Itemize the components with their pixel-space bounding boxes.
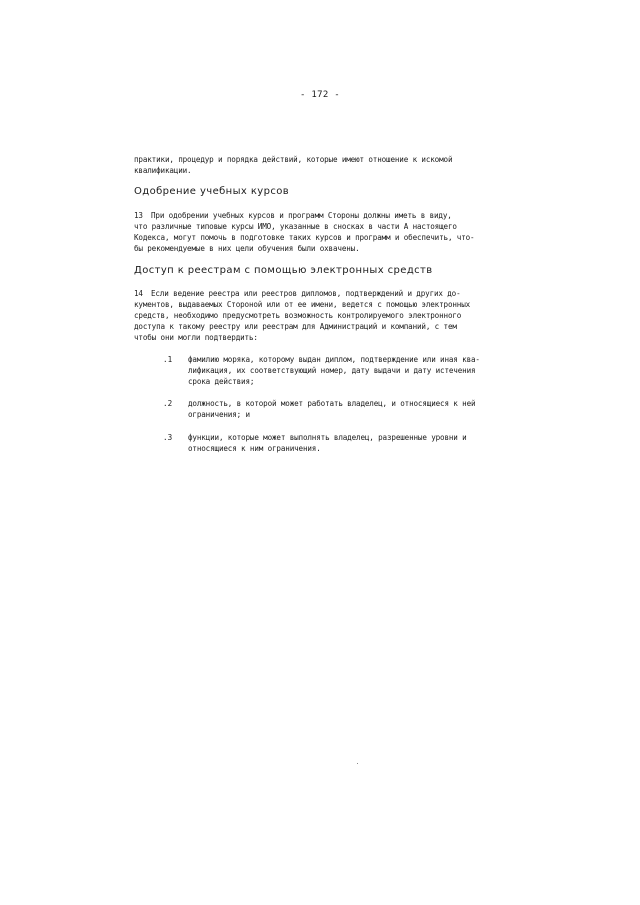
paragraph-text: При одобрении учебных курсов и программ Стороны должны иметь в виду, что различные типовые курсы ИМО, указанные в сносках в части А настоящего Кодекса, могут помочь в подготовке таких курсов и программ и обеспечить, что- бы рекомендуемые в них цели обучения были охвачены. xyxy=(134,211,475,253)
list-item-label: .1 xyxy=(163,355,173,364)
list-item-label: .2 xyxy=(163,399,173,408)
list-item-text: должность, в которой может работать владелец, и относящиеся к ней ограничения; и xyxy=(188,399,476,419)
intro-text: практики, процедур и порядка действий, которые имеют отношение к искомой квалификации. xyxy=(134,155,453,175)
paragraph-13 xyxy=(134,210,564,254)
list-item-text: функции, которые может выполнять владелец, разрешенные уровни и относящиеся к ним ограничения. xyxy=(188,433,467,453)
scan-speck xyxy=(357,763,358,764)
paragraph-text: Если ведение реестра или реестров дипломов, подтверждений и других до- кументов, выдаваемых Стороной или от ее имени, ведется с помощью электронных средств, необходимо предусмотреть возможность контролируемого электронного доступа к такому реестру или реестрам для Администраций и компаний, с тем чтобы они могли подтвердить: xyxy=(134,289,471,342)
paragraph-number: 13 xyxy=(134,211,143,220)
paragraph-14 xyxy=(134,288,564,343)
section-heading-course-approval: Одобрение учебных курсов xyxy=(134,186,290,197)
list-item-label: .3 xyxy=(163,433,173,442)
section-heading-electronic-registry: Доступ к реестрам с помощью электронных средств xyxy=(134,265,433,276)
intro-paragraph xyxy=(134,154,564,176)
list-item-text: фамилию моряка, которому выдан диплом, подтверждение или иная ква- лификация, их соответствующий номер, дату выдачи и дату истечения срока действия; xyxy=(188,355,480,386)
paragraph-number: 14 xyxy=(134,289,143,298)
page-number: - 172 - xyxy=(299,90,341,100)
